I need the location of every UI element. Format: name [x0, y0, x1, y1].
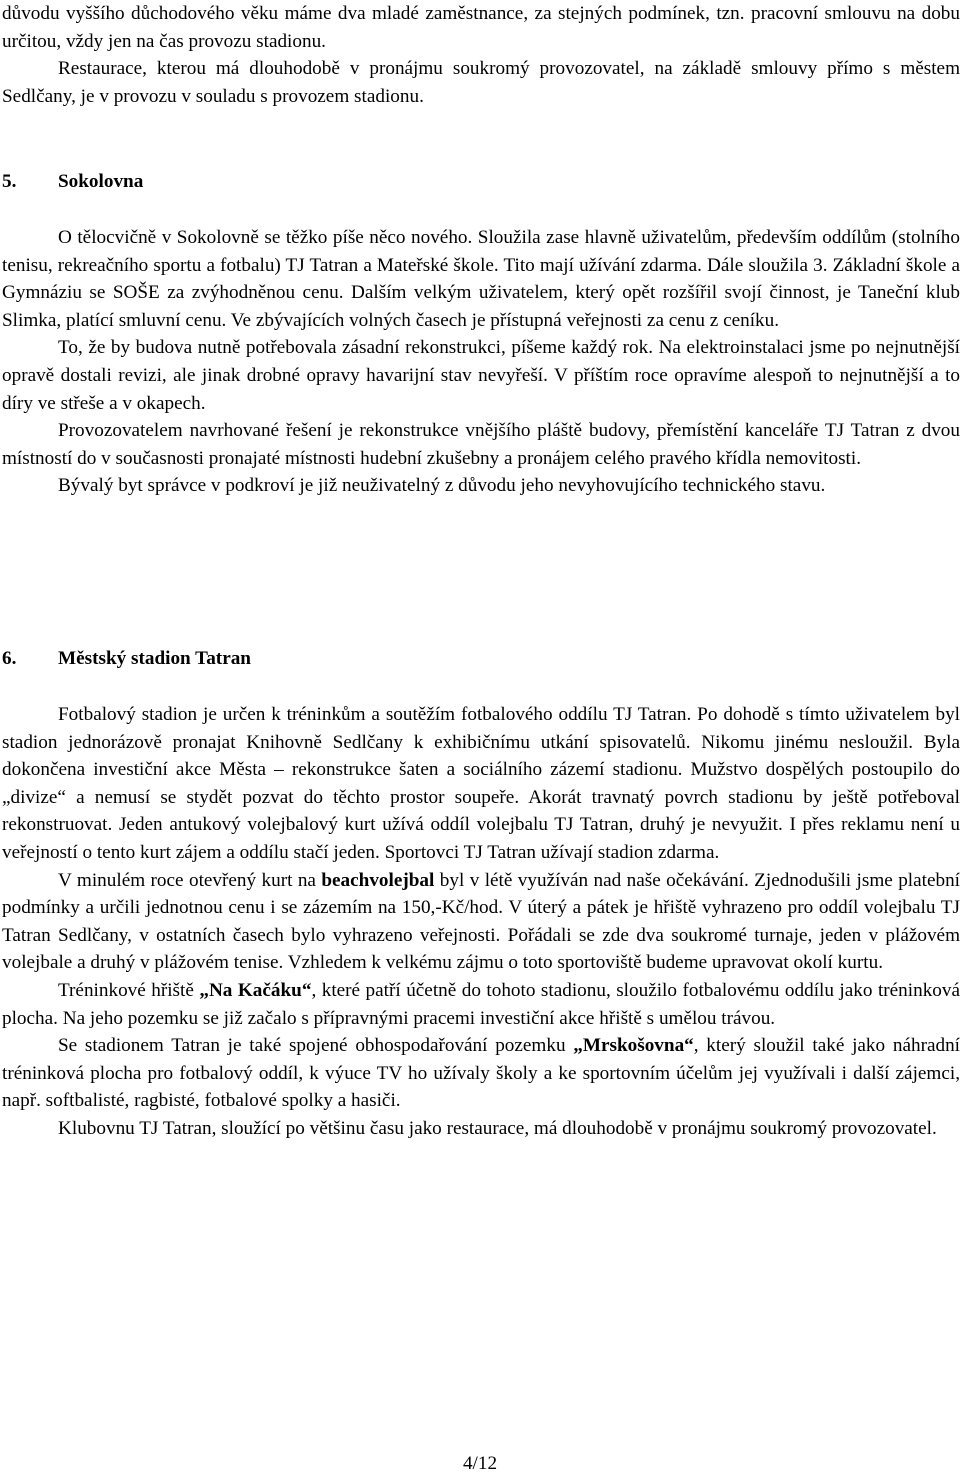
paragraph-text: byl v létě využíván nad naše očekávání. Zjednodušili jsme platební podmínky a určili jednotnou cenu i se zázemím na 150,-Kč/hod. V úterý a pátek je hřiště vyhrazeno pro oddíl volejbalu TJ Tatran Sedlčany, v ostatních časech bylo vyhrazeno veřejnosti. Pořádali se zde dva soukromé turnaje, jeden v plážovém volejbale a druhý v plážovém tenise. Vzhledem k velkému zájmu o toto sportoviště budeme upravovat okolí kurtu. — [2, 869, 960, 974]
section-6-body — [2, 701, 960, 1143]
section-5-number: 5. — [2, 171, 17, 192]
page-number: 4/12 — [462, 1453, 498, 1474]
section-6-paragraph-1: Fotbalový stadion je určen k tréninkům a soutěžím fotbalového oddílu TJ Tatran. Po dohodě s tímto uživatelem byl stadion jednorázově pronajat Knihovně Sedlčany k exhibičnímu utkání spisovatelů. Nikomu jinému nesloužil. Byla dokončena investiční akce Města – rekonstrukce šaten a sociálního zázemí stadionu. Mužstvo dospělých postoupilo do „divize“ a nemusí se stydět pozvat do těchto prostor soupeře. Akorát travnatý povrch stadionu by ještě potřeboval rekonstruovat. Jeden antukový volejbalový kurt užívá oddíl volejbalu TJ Tatran, druhý je nevyužit. I přes reklamu není u veřejností o tento kurt zájem a oddílu stačí jeden. Sportovci TJ Tatran užívají stadion zdarma. — [2, 704, 960, 863]
bold-term-na-kacaku: „Na Kačáku“ — [199, 979, 312, 1001]
section-6-title: Městský stadion Tatran — [58, 648, 251, 669]
paragraph-text: , který sloužil také jako náhradní tréninková plocha pro fotbalový oddíl, k výuce TV ho užívaly školy a ke sportovním účelům jej využívali i další zájemci, např. softbalisté, ragbisté, fotbalové spolky a hasiči. — [2, 1035, 960, 1112]
paragraph-text: V minulém roce otevřený kurt na — [58, 869, 322, 891]
section-5-paragraph-3: Provozovatelem navrhované řešení je rekonstrukce vnějšího pláště budovy, přemístění kanceláře TJ Tatran z dvou místností do v současnosti pronajaté místnosti hudební zkušebny a pronájem celého pravého křídla nemovitosti. — [2, 420, 960, 469]
bold-term-beachvolejbal: beachvolejbal — [321, 869, 435, 891]
section-6-number: 6. — [2, 648, 17, 669]
section-5-paragraph-2: To, že by budova nutně potřebovala zásadní rekonstrukci, píšeme každý rok. Na elektroinstalaci jsme po nejnutnější opravě dostali revizi, ale jinak drobné opravy havarijní stav nevyřeší. V příštím roce opravíme alespoň to nejnutnější a to díry ve střeše a v okapech. — [2, 337, 960, 414]
section-5-paragraph-1: O tělocvičně v Sokolovně se těžko píše něco nového. Sloužila zase hlavně uživatelům, především oddílům (stolního tenisu, rekreačního sportu a fotbalu) TJ Tatran a Mateřské škole. Tito mají užívání zdarma. Dále sloužila 3. Základní škole a Gymnáziu se SOŠE za zvýhodněnou cenu. Dalším velkým uživatelem, který opět rozšířil svojí činnost, je Taneční klub Slimka, platící smluvní cenu. Ve zbývajících volných časech je přístupná veřejnosti za cenu z ceníku. — [2, 227, 960, 331]
intro-paragraph-2: Restaurace, kterou má dlouhodobě v pronájmu soukromý provozovatel, na základě smlouvy přímo s městem Sedlčany, je v provozu v souladu s provozem stadionu. — [2, 58, 960, 107]
section-5-paragraph-4: Bývalý byt správce v podkroví je již neuživatelný z důvodu jeho nevyhovujícího technického stavu. — [58, 475, 826, 497]
section-5-heading — [2, 168, 702, 196]
paragraph-text: , které patří účetně do tohoto stadionu, sloužilo fotbalovému oddílu jako tréninková plocha. Na jeho pozemku se již začalo s přípravnými pracemi investiční akce hřiště s umělou trávou. — [2, 979, 960, 1029]
paragraph-text: Tréninkové hřiště — [58, 979, 200, 1001]
section-5-title: Sokolovna — [58, 171, 144, 192]
intro-paragraph-1: důvodu vyššího důchodového věku máme dva mladé zaměstnance, za stejných podmínek, tzn. pracovní smlouvu na dobu určitou, vždy jen na čas provozu stadionu. — [2, 3, 960, 52]
section-6-paragraph-5: Klubovnu TJ Tatran, sloužící po většinu času jako restaurace, má dlouhodobě v pronájmu soukromý provozovatel. — [58, 1117, 937, 1139]
section-6-paragraph-2 — [2, 867, 960, 977]
paragraph-text: Se stadionem Tatran je také spojené obhospodařování pozemku — [58, 1035, 574, 1057]
bold-term-mrskosovna: „Mrskošovna“ — [573, 1035, 694, 1057]
section-5-body — [2, 224, 960, 500]
section-6-paragraph-4 — [2, 1032, 960, 1115]
section-6-heading — [2, 645, 702, 673]
section-6-paragraph-3 — [2, 977, 960, 1032]
intro-text — [2, 0, 960, 110]
